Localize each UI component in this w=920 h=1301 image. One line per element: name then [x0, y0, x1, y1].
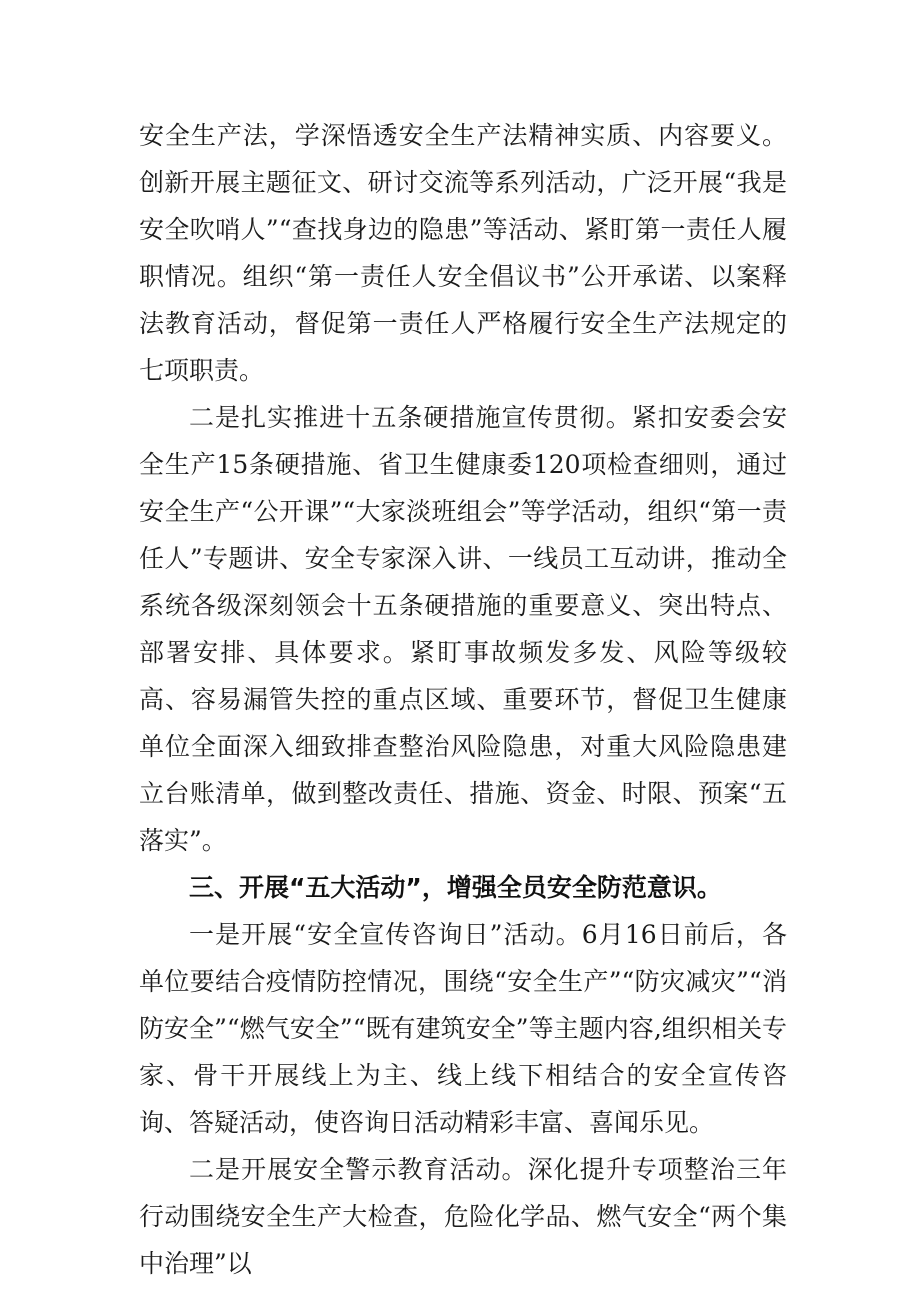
section-heading-3: 三、开展“五大活动”，增强全员安全防范意识。 [189, 873, 722, 902]
paragraph-4: 一是开展“安全宣传咨询日”活动。6月16日前后，各单位要结合疫情防控情况，围绕“安全生产”“防灾减灾”“消防安全”“燃气安全”“既有建筑安全”等主题内容,组织相关专家、骨干开展线上为主、线上线下相结合的安全宣传咨询、答疑活动，使咨询日活动精彩丰富、喜闻乐见。 [139, 920, 787, 1137]
paragraph-1: 安全生产法，学深悟透安全生产法精神实质、内容要义。创新开展主题征文、研讨交流等系列活动，广泛开展“我是安全吹哨人”“查找身边的隐患”等活动、紧盯第一责任人履职情况。组织“第一责任人安全倡议书”公开承诺、以案释法教育活动，督促第一责任人严格履行安全生产法规定的七项职责。 [139, 121, 787, 385]
paragraph-2: 二是扎实推进十五条硬措施宣传贯彻。紧扣安委会安全生产15条硬措施、省卫生健康委120项检查细则，通过安全生产“公开课”“大家淡班组会”等学活动，组织“第一责任人”专题讲、安全专家深入讲、一线员工互动讲，推动全系统各级深刻领会十五条硬措施的重要意义、突出特点、部署安排、具体要求。紧盯事故频发多发、风险等级较高、容易漏管失控的重点区域、重要环节，督促卫生健康单位全面深入细致排查整治风险隐患，对重大风险隐患建立台账清单，做到整改责任、措施、资金、时限、预案“五落实”。 [139, 403, 787, 855]
paragraph-5: 二是开展安全警示教育活动。深化提升专项整治三年行动围绕安全生产大检查，危险化学品、燃气安全“两个集中治理”以 [139, 1155, 787, 1278]
document-body [139, 112, 787, 1287]
